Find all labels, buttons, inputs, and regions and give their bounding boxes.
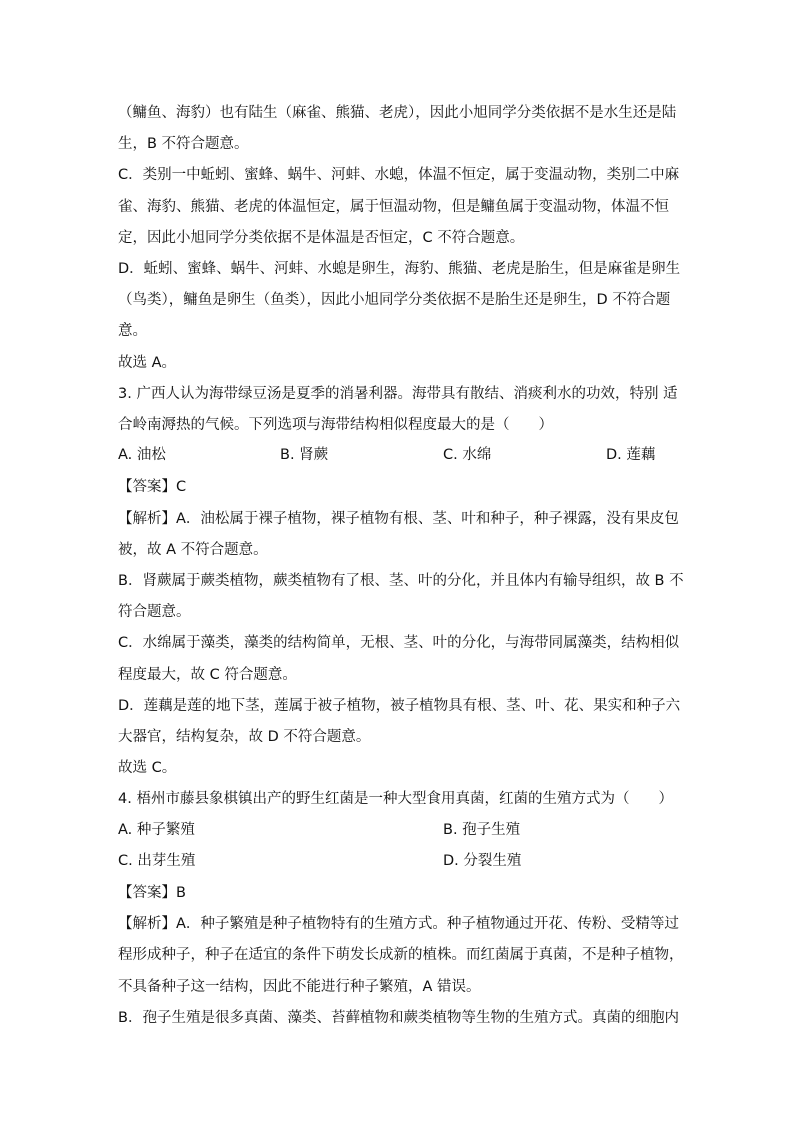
text-line: 合岭南溽热的气候。下列选项与海带结构相似程度最大的是（ ） (118, 417, 553, 433)
text-line: B．孢子生殖是很多真菌、藻类、苔藓植物和蕨类植物等生物的生殖方式。真菌的细胞内 (118, 1009, 679, 1026)
q3-option-d: D. 莲藕 (606, 447, 656, 463)
text-line: 不具备种子这一结构，因此不能进行种子繁殖，A 错误。 (118, 978, 481, 995)
text-line: 【解析】A．种子繁殖是种子植物特有的生殖方式。种子植物通过开花、传粉、受精等过 (118, 916, 679, 933)
q4-option-c: C. 出芽生殖 (118, 853, 196, 869)
text-line: C．类别一中蚯蚓、蜜蜂、蜗牛、河蚌、水螅，体温不恒定，属于变温动物，类别二中麻 (118, 167, 680, 184)
text-line: 故选 C。 (118, 760, 177, 777)
text-line: 【答案】C (118, 479, 187, 496)
text-line: 大器官，结构复杂，故 D 不符合题意。 (118, 729, 371, 745)
text-line: 【解析】A．油松属于裸子植物，裸子植物有根、茎、叶和种子，种子裸露，没有果皮包 (118, 510, 679, 527)
text-line: 生，B 不符合题意。 (118, 136, 249, 153)
text-line: （鳙鱼、海豹）也有陆生（麻雀、熊猫、老虎），因此小旭同学分类依据不是水生还是陆 (118, 105, 677, 121)
text-line: C．水绵属于藻类，藻类的结构简单，无根、茎、叶的分化，与海带同属藻类，结构相似 (118, 635, 680, 652)
text-line: 故选 A。 (118, 354, 177, 371)
text-line: 程形成种子，种子在适宜的条件下萌发长成新的植株。而红菌属于真菌，不是种子植物， (118, 947, 684, 964)
text-line: B．肾蕨属于蕨类植物，蕨类植物有了根、茎、叶的分化，并且体内有输导组织，故 B 不 (118, 573, 684, 589)
text-line: 意。 (118, 323, 147, 340)
text-line: （鸟类），鳙鱼是卵生（鱼类），因此小旭同学分类依据不是胎生还是卵生，D 不符合题 (118, 292, 671, 309)
text-line: 【答案】B (118, 885, 186, 901)
q4-option-b: B. 孢子生殖 (443, 822, 521, 838)
q3-option-b: B. 肾蕨 (280, 447, 329, 463)
q4-option-a: A. 种子繁殖 (118, 822, 195, 838)
q3-option-c: C. 水绵 (443, 447, 492, 463)
q3-option-a: A. 油松 (118, 447, 166, 463)
text-line: 被，故 A 不符合题意。 (118, 541, 268, 558)
text-line: D．莲藕是莲的地下茎，莲属于被子植物，被子植物具有根、茎、叶、花、果实和种子六 (118, 697, 681, 714)
text-line: 雀、海豹、熊猫、老虎的体温恒定，属于恒温动物，但是鳙鱼属于变温动物，体温不恒 (118, 198, 669, 215)
q4-option-d: D. 分裂生殖 (443, 853, 522, 869)
text-line: 4. 梧州市藤县象棋镇出产的野生红菌是一种大型食用真菌，红菌的生殖方式为（ ） (118, 791, 673, 808)
text-line: 符合题意。 (118, 604, 191, 621)
text-line: D．蚯蚓、蜜蜂、蜗牛、河蚌、水螅是卵生，海豹、熊猫、老虎是胎生，但是麻雀是卵生 (118, 261, 681, 277)
text-line: 定，因此小旭同学分类依据不是体温是否恒定，C 不符合题意。 (118, 229, 525, 246)
text-line: 程度最大，故 C 符合题意。 (118, 666, 297, 683)
text-line: 3. 广西人认为海带绿豆汤是夏季的消暑利器。海带具有散结、消痰利水的功效，特别 适 (118, 385, 678, 402)
